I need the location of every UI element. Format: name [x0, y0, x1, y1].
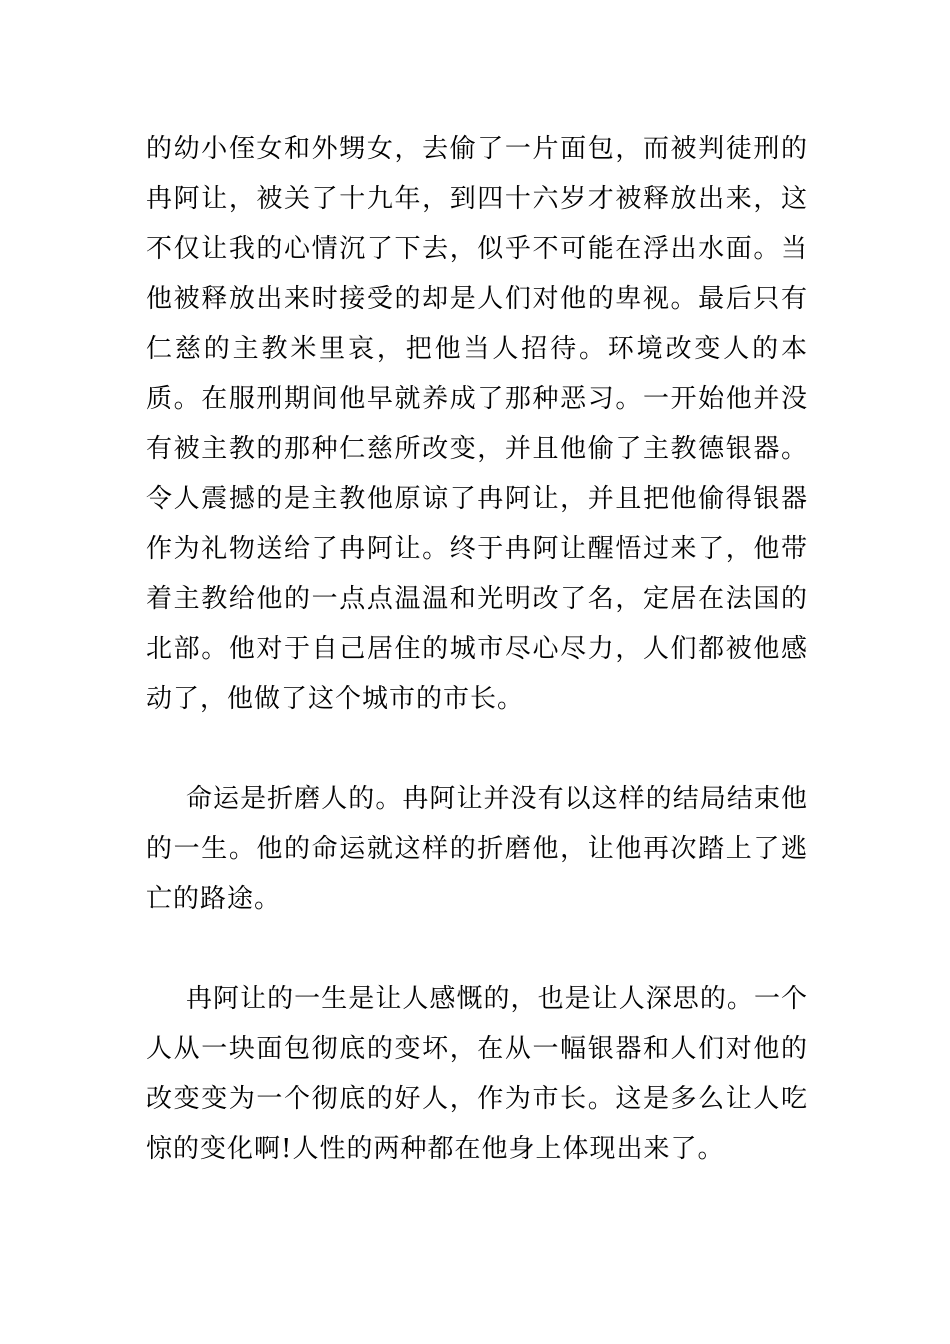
paragraph-2: 命运是折磨人的。冉阿让并没有以这样的结局结束他的一生。他的命运就这样的折磨他，让他再次踏上了逃亡的路途。: [146, 784, 808, 914]
paragraph-1: 的幼小侄女和外甥女，去偷了一片面包，而被判徒刑的冉阿让，被关了十九年，到四十六岁才被释放出来，这不仅让我的心情沉了下去，似乎不可能在浮出水面。当他被释放出来时接受的却是人们对他的卑视。最后只有仁慈的主教米里哀，把他当人招待。环境改变人的本质。在服刑期间他早就养成了那种恶习。一开始他并没有被主教的那种仁慈所改变，并且他偷了主教德银器。令人震撼的是主教他原谅了冉阿让，并且把他偷得银器作为礼物送给了冉阿让。终于冉阿让醒悟过来了，他带着主教给他的一点点温温和光明改了名，定居在法国的北部。他对于自己居住的城市尽心尽力，人们都被他感动了，他做了这个城市的市长。: [146, 134, 808, 714]
paragraph-spacer: [146, 924, 808, 974]
paragraph-spacer: [146, 724, 808, 774]
article-body: [146, 124, 808, 1174]
paragraph-3: 冉阿让的一生是让人感慨的，也是让人深思的。一个人从一块面包彻底的变坏，在从一幅银器和人们对他的改变变为一个彻底的好人，作为市长。这是多么让人吃惊的变化啊!人性的两种都在他身上体现出来了。: [146, 984, 808, 1164]
